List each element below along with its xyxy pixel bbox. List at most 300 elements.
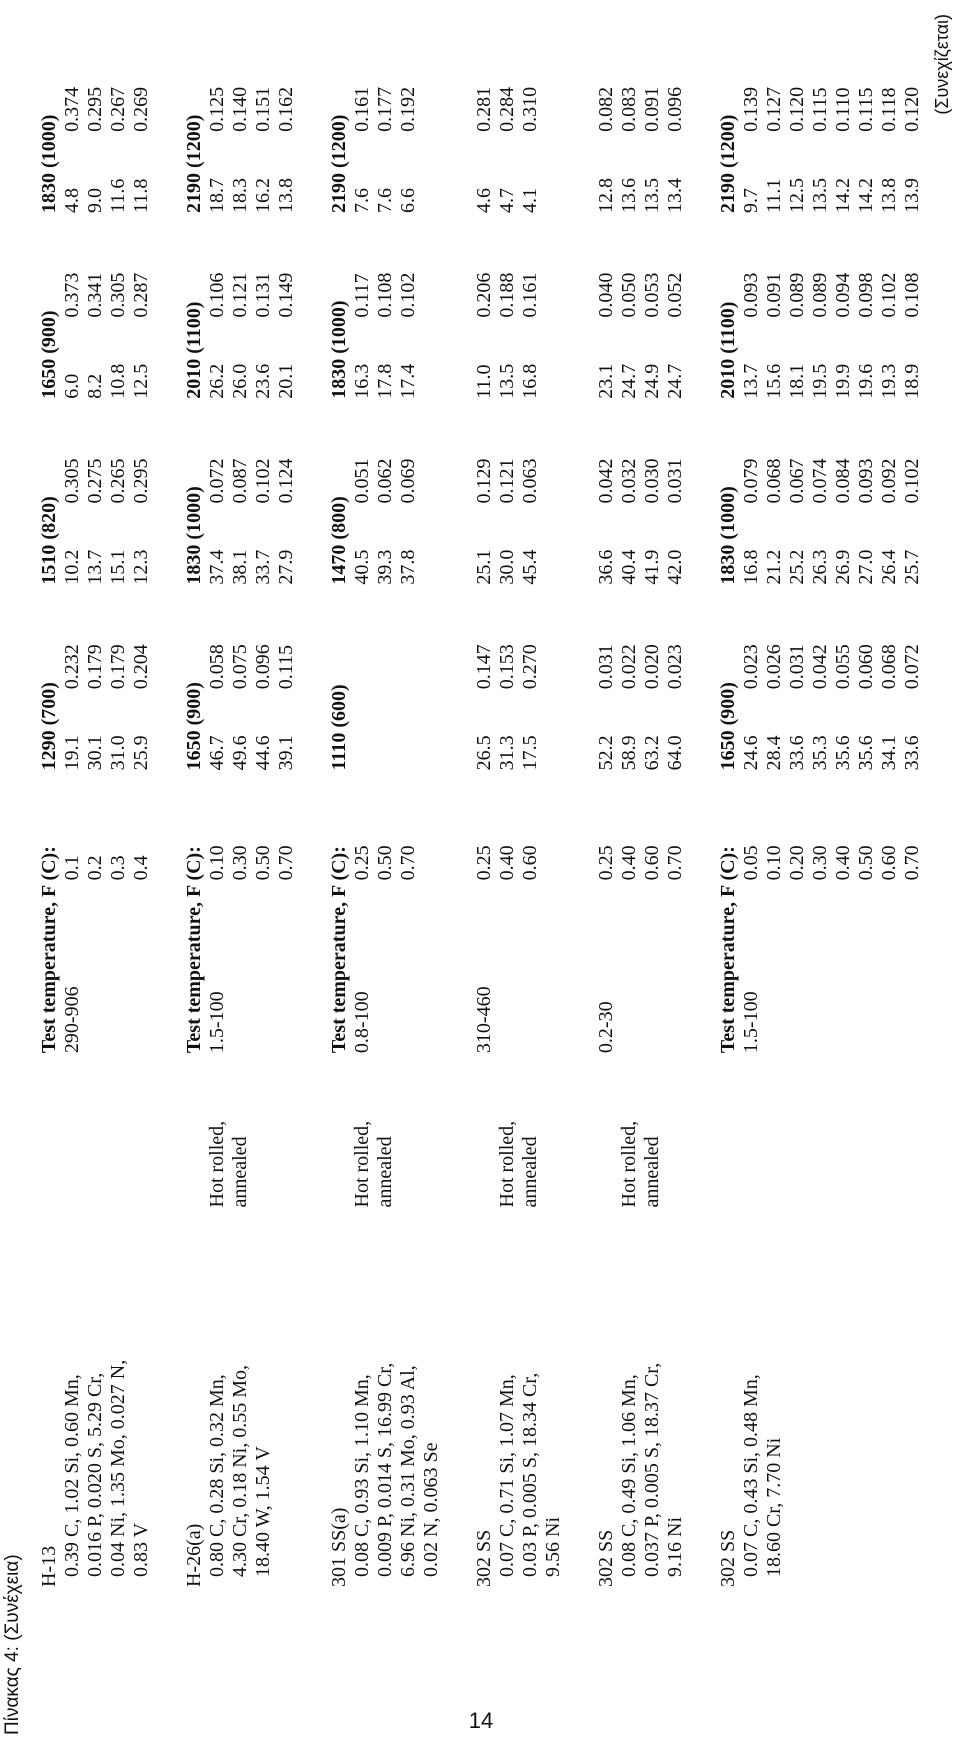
condition-cell xyxy=(397,1057,420,1211)
size-cell: 0.8-100 xyxy=(351,991,373,1054)
value-cell: 0.072 xyxy=(901,644,923,690)
value-cell: 25.9 xyxy=(130,735,152,771)
temperature-header: 1830 (1000) xyxy=(183,486,205,585)
value-cell: 0.117 xyxy=(351,273,373,318)
value-cell: 0.115 xyxy=(275,645,297,690)
value-cell: 0.091 xyxy=(641,86,663,132)
value-cell: 11.0 xyxy=(473,364,495,399)
table-row xyxy=(473,31,496,1591)
strain-cell: 0.10 xyxy=(763,845,785,881)
composition-line: 0.08 C, 0.49 Si, 1.06 Mn, xyxy=(618,1374,640,1577)
value-cell: 17.5 xyxy=(519,735,541,771)
value-cell: 0.120 xyxy=(786,86,808,132)
block-spacer xyxy=(565,31,595,1591)
table-cell xyxy=(832,1212,855,1592)
composition-line: 4.30 Cr, 0.18 Ni, 0.55 Mo, xyxy=(229,1365,251,1577)
table-row xyxy=(641,31,664,1591)
value-cell xyxy=(374,693,397,774)
value-cell: 0.051 xyxy=(351,458,373,504)
value-cell: 33.6 xyxy=(786,735,808,771)
table-row xyxy=(229,31,252,1591)
value-cell: 6.0 xyxy=(61,373,83,399)
value-cell: 0.067 xyxy=(786,458,808,504)
strain-cell: 0.4 xyxy=(130,855,152,881)
value-cell: 27.0 xyxy=(855,549,877,585)
value-cell: 21.2 xyxy=(763,549,785,585)
condition-cell xyxy=(763,1057,786,1211)
value-cell: 0.042 xyxy=(595,458,617,504)
value-cell: 4.8 xyxy=(61,187,83,213)
condition-cell: annealed xyxy=(229,1136,251,1208)
size-cell: 1.5-100 xyxy=(740,991,762,1054)
value-cell: 35.3 xyxy=(809,735,831,771)
value-cell: 0.068 xyxy=(763,458,785,504)
value-cell: 0.284 xyxy=(496,86,518,132)
composition-line: 6.96 Ni, 0.31 Mo, 0.93 Al, xyxy=(397,1365,419,1577)
value-cell: 41.9 xyxy=(641,549,663,585)
temperature-header: 2010 (1100) xyxy=(183,301,205,399)
table-body xyxy=(38,31,954,1591)
value-cell: 13.7 xyxy=(740,363,762,399)
size-cell: 1.5-100 xyxy=(206,991,228,1054)
size-cell xyxy=(397,884,420,1057)
value-cell: 24.6 xyxy=(740,735,762,771)
value-cell: 0.206 xyxy=(473,272,495,318)
strain-cell: 0.25 xyxy=(473,845,495,881)
value-cell: 17.4 xyxy=(397,363,419,399)
condition-cell: annealed xyxy=(641,1136,663,1208)
value-cell: 0.098 xyxy=(855,272,877,318)
table-row xyxy=(107,31,130,1591)
value-cell: 18.9 xyxy=(901,363,923,399)
value-cell xyxy=(351,589,374,694)
value-cell: 0.084 xyxy=(832,458,854,504)
value-cell: 13.8 xyxy=(275,177,297,213)
spacer-cell xyxy=(298,31,328,1591)
value-cell: 16.2 xyxy=(252,177,274,213)
strain-cell: 0.60 xyxy=(878,845,900,881)
value-cell: 16.8 xyxy=(740,549,762,585)
strain-cell: 0.40 xyxy=(496,845,518,881)
strain-cell: 0.70 xyxy=(901,845,923,881)
size-cell xyxy=(855,884,878,1057)
value-cell: 0.295 xyxy=(84,86,106,132)
value-cell: 0.131 xyxy=(252,272,274,318)
value-cell: 10.2 xyxy=(61,549,83,585)
strain-cell: 0.2 xyxy=(84,855,106,881)
condition-cell xyxy=(420,1057,443,1211)
value-cell: 0.149 xyxy=(275,272,297,318)
value-cell: 0.115 xyxy=(809,87,831,132)
size-cell xyxy=(107,884,130,1057)
value-cell: 0.102 xyxy=(878,272,900,318)
spacer-cell xyxy=(565,31,595,1591)
composition-line: 0.80 C, 0.28 Si, 0.32 Mn, xyxy=(206,1374,228,1577)
value-cell: 0.275 xyxy=(84,458,106,504)
spacer-cell xyxy=(924,31,954,1591)
value-cell: 46.7 xyxy=(206,735,228,771)
value-cell: 11.6 xyxy=(107,178,129,213)
table-row xyxy=(542,31,565,1591)
size-cell xyxy=(641,884,664,1057)
value-cell: 0.140 xyxy=(229,86,251,132)
table-row xyxy=(763,31,786,1591)
temperature-label: Test temperature, F (C): xyxy=(183,846,205,1054)
temperature-header: 2010 (1100) xyxy=(717,301,739,399)
material-name: 302 SS xyxy=(595,1529,617,1587)
table-row xyxy=(351,31,374,1591)
condition-cell xyxy=(786,1057,809,1211)
composition-line: 18.40 W, 1.54 V xyxy=(252,1446,274,1577)
value-cell: 0.139 xyxy=(740,86,762,132)
value-cell: 0.177 xyxy=(374,86,396,132)
table-row xyxy=(206,31,229,1591)
value-cell: 0.305 xyxy=(107,272,129,318)
material-name: H-13 xyxy=(38,1545,60,1587)
value-cell: 0.269 xyxy=(130,86,152,132)
value-cell: 24.7 xyxy=(664,363,686,399)
value-cell: 31.0 xyxy=(107,735,129,771)
table-row xyxy=(855,31,878,1591)
value-cell: 0.031 xyxy=(595,644,617,690)
value-cell: 0.161 xyxy=(519,272,541,318)
value-cell xyxy=(397,693,420,774)
value-cell: 0.129 xyxy=(473,458,495,504)
value-cell: 4.7 xyxy=(496,187,518,213)
condition-cell xyxy=(107,1057,130,1211)
block-spacer xyxy=(687,31,717,1591)
condition-cell xyxy=(38,1057,61,1211)
value-cell: 0.232 xyxy=(61,644,83,690)
size-cell xyxy=(901,884,924,1057)
table-row xyxy=(252,31,275,1591)
value-cell: 0.023 xyxy=(664,644,686,690)
value-cell: 4.1 xyxy=(519,187,541,213)
block-spacer xyxy=(298,31,328,1591)
value-cell: 0.179 xyxy=(107,644,129,690)
value-cell: 0.063 xyxy=(519,458,541,504)
value-cell: 0.091 xyxy=(763,272,785,318)
composition-line: 18.60 Cr, 7.70 Ni xyxy=(763,1437,785,1577)
value-cell: 13.4 xyxy=(664,177,686,213)
temperature-header: 1650 (900) xyxy=(717,682,739,771)
value-cell: 0.374 xyxy=(61,86,83,132)
value-cell: 13.5 xyxy=(496,363,518,399)
value-cell: 0.068 xyxy=(878,644,900,690)
block-spacer xyxy=(153,31,183,1591)
condition-cell xyxy=(275,1057,298,1211)
value-cell: 0.310 xyxy=(519,86,541,132)
value-cell: 0.031 xyxy=(664,458,686,504)
value-cell: 0.147 xyxy=(473,644,495,690)
condition-cell xyxy=(84,1057,107,1211)
value-cell: 30.1 xyxy=(84,735,106,771)
condition-cell: annealed xyxy=(374,1136,396,1208)
value-cell: 25.7 xyxy=(901,549,923,585)
value-cell: 19.1 xyxy=(61,735,83,771)
table-cell xyxy=(275,1212,298,1592)
value-cell: 13.5 xyxy=(809,177,831,213)
strain-cell: 0.3 xyxy=(107,855,129,881)
value-cell: 58.9 xyxy=(618,735,640,771)
material-name: 302 SS xyxy=(717,1529,739,1587)
value-cell: 0.079 xyxy=(740,458,762,504)
table-cell xyxy=(878,1212,901,1592)
condition-cell xyxy=(664,1057,687,1211)
value-cell: 36.6 xyxy=(595,549,617,585)
value-cell: 0.121 xyxy=(229,272,251,318)
composition-line: 0.07 C, 0.71 Si, 1.07 Mn, xyxy=(496,1374,518,1577)
composition-line: 0.07 C, 0.43 Si, 0.48 Mn, xyxy=(740,1374,762,1577)
value-cell: 0.092 xyxy=(878,458,900,504)
condition-cell xyxy=(61,1057,84,1211)
strain-cell: 0.30 xyxy=(809,845,831,881)
value-cell: 26.4 xyxy=(878,549,900,585)
temperature-header: 2190 (1200) xyxy=(183,114,205,213)
value-cell: 4.6 xyxy=(473,187,495,213)
page-number: 14 xyxy=(468,1707,494,1733)
value-cell: 0.110 xyxy=(832,87,854,132)
value-cell: 0.074 xyxy=(809,458,831,504)
value-cell: 26.9 xyxy=(832,549,854,585)
value-cell: 0.373 xyxy=(61,272,83,318)
spacer-cell xyxy=(443,31,473,1591)
value-cell: 0.089 xyxy=(809,272,831,318)
temperature-label: Test temperature, F (C): xyxy=(328,846,350,1054)
composition-line: 0.03 P, 0.005 S, 18.34 Cr, xyxy=(519,1372,541,1577)
value-cell: 0.022 xyxy=(618,644,640,690)
value-cell: 33.7 xyxy=(252,549,274,585)
strain-cell: 0.25 xyxy=(595,845,617,881)
strain-cell: 0.05 xyxy=(740,845,762,881)
value-cell: 0.052 xyxy=(664,272,686,318)
block-spacer xyxy=(924,31,954,1591)
table-row xyxy=(374,31,397,1591)
value-cell: 44.6 xyxy=(252,735,274,771)
temperature-header: 1110 (600) xyxy=(328,684,350,771)
condition-cell xyxy=(595,1057,618,1211)
value-cell: 23.1 xyxy=(595,363,617,399)
value-cell: 0.151 xyxy=(252,86,274,132)
value-cell: 0.204 xyxy=(130,644,152,690)
value-cell: 0.060 xyxy=(855,644,877,690)
value-cell: 0.062 xyxy=(374,458,396,504)
value-cell: 0.094 xyxy=(832,272,854,318)
value-cell: 24.7 xyxy=(618,363,640,399)
value-cell: 0.118 xyxy=(878,87,900,132)
value-cell: 0.096 xyxy=(252,644,274,690)
value-cell: 13.7 xyxy=(84,549,106,585)
table-cell xyxy=(809,1212,832,1592)
value-cell: 0.192 xyxy=(397,86,419,132)
value-cell: 30.0 xyxy=(496,549,518,585)
value-cell: 0.093 xyxy=(855,458,877,504)
value-cell: 10.8 xyxy=(107,363,129,399)
strain-cell: 0.25 xyxy=(351,845,373,881)
value-cell: 16.3 xyxy=(351,363,373,399)
table-row xyxy=(397,31,420,1591)
condition-cell xyxy=(832,1057,855,1211)
size-cell xyxy=(809,884,832,1057)
value-cell: 13.6 xyxy=(618,177,640,213)
temperature-header: 1830 (1000) xyxy=(38,114,60,213)
value-cell: 35.6 xyxy=(855,735,877,771)
condition-cell: Hot rolled, xyxy=(206,1120,228,1208)
value-cell: 37.4 xyxy=(206,549,228,585)
value-cell: 25.2 xyxy=(786,549,808,585)
value-cell: 39.1 xyxy=(275,735,297,771)
data-table xyxy=(38,31,954,1591)
strain-cell: 0.50 xyxy=(855,845,877,881)
value-cell: 13.9 xyxy=(901,177,923,213)
table-row xyxy=(740,31,763,1591)
table-row xyxy=(832,31,855,1591)
value-cell: 9.7 xyxy=(740,187,762,213)
temperature-header: 2190 (1200) xyxy=(717,114,739,213)
value-cell: 12.8 xyxy=(595,177,617,213)
value-cell: 0.121 xyxy=(496,458,518,504)
value-cell: 11.1 xyxy=(763,178,785,213)
table-row xyxy=(328,31,351,1591)
value-cell xyxy=(374,589,397,694)
value-cell: 0.030 xyxy=(641,458,663,504)
value-cell: 9.0 xyxy=(84,187,106,213)
value-cell: 12.3 xyxy=(130,549,152,585)
condition-cell: Hot rolled, xyxy=(618,1120,640,1208)
value-cell: 26.3 xyxy=(809,549,831,585)
size-cell: 290-906 xyxy=(61,986,83,1054)
value-cell: 13.5 xyxy=(641,177,663,213)
value-cell: 16.8 xyxy=(519,363,541,399)
table-row xyxy=(275,31,298,1591)
value-cell: 0.082 xyxy=(595,86,617,132)
value-cell: 6.6 xyxy=(397,187,419,213)
value-cell: 0.089 xyxy=(786,272,808,318)
strain-cell: 0.40 xyxy=(832,845,854,881)
value-cell: 0.032 xyxy=(618,458,640,504)
spacer-cell xyxy=(687,31,717,1591)
table-row xyxy=(901,31,924,1591)
temperature-header: 1830 (1000) xyxy=(328,300,350,399)
value-cell: 0.020 xyxy=(641,644,663,690)
page-title: Πίνακας 4: (Συνέχεια) xyxy=(2,1554,23,1735)
condition-cell xyxy=(855,1057,878,1211)
value-cell: 0.106 xyxy=(206,272,228,318)
value-cell: 18.3 xyxy=(229,177,251,213)
table-row xyxy=(809,31,832,1591)
value-cell: 24.9 xyxy=(641,363,663,399)
value-cell: 18.1 xyxy=(786,363,808,399)
value-cell xyxy=(351,693,374,774)
size-cell xyxy=(519,884,542,1057)
strain-cell: 0.50 xyxy=(374,845,396,881)
value-cell: 28.4 xyxy=(763,735,785,771)
strain-cell: 0.70 xyxy=(397,845,419,881)
material-name: 302 SS xyxy=(473,1529,495,1587)
value-cell: 0.072 xyxy=(206,458,228,504)
value-cell: 37.8 xyxy=(397,549,419,585)
material-name: 301 SS(a) xyxy=(328,1507,350,1587)
value-cell: 0.050 xyxy=(618,272,640,318)
value-cell: 14.2 xyxy=(855,177,877,213)
size-cell xyxy=(618,884,641,1057)
value-cell: 0.096 xyxy=(664,86,686,132)
value-cell: 0.108 xyxy=(901,272,923,318)
size-cell xyxy=(878,884,901,1057)
composition-line: 9.16 Ni xyxy=(664,1517,686,1577)
size-cell xyxy=(130,884,153,1057)
strain-cell: 0.10 xyxy=(206,845,228,881)
value-cell: 0.115 xyxy=(855,87,877,132)
composition-line: 0.39 C, 1.02 Si, 0.60 Mn, xyxy=(61,1374,83,1577)
value-cell: 52.2 xyxy=(595,735,617,771)
size-cell xyxy=(374,884,397,1057)
table-row xyxy=(595,31,618,1591)
size-cell xyxy=(252,884,275,1057)
table-row xyxy=(664,31,687,1591)
condition-cell: annealed xyxy=(519,1136,541,1208)
value-cell: 31.3 xyxy=(496,735,518,771)
table-row xyxy=(84,31,107,1591)
value-cell: 0.127 xyxy=(763,86,785,132)
value-cell: 26.2 xyxy=(206,363,228,399)
value-cell: 0.102 xyxy=(397,272,419,318)
value-cell: 64.0 xyxy=(664,735,686,771)
value-cell: 63.2 xyxy=(641,735,663,771)
temperature-label: Test temperature, F (C): xyxy=(38,846,60,1054)
material-name: H-26(a) xyxy=(183,1523,205,1587)
value-cell: 0.270 xyxy=(519,644,541,690)
temperature-header: 1830 (1000) xyxy=(717,486,739,585)
value-cell: 23.6 xyxy=(252,363,274,399)
strain-cell: 0.60 xyxy=(641,845,663,881)
value-cell: 0.053 xyxy=(641,272,663,318)
value-cell: 0.069 xyxy=(397,458,419,504)
value-cell: 19.5 xyxy=(809,363,831,399)
table-row xyxy=(618,31,641,1591)
condition-cell xyxy=(878,1057,901,1211)
composition-line: 0.08 C, 0.93 Si, 1.10 Mn, xyxy=(351,1374,373,1577)
value-cell: 0.162 xyxy=(275,86,297,132)
table-row xyxy=(183,31,206,1591)
value-cell: 0.153 xyxy=(496,644,518,690)
value-cell: 12.5 xyxy=(130,363,152,399)
spacer-cell xyxy=(153,31,183,1591)
value-cell: 0.281 xyxy=(473,86,495,132)
value-cell: 0.058 xyxy=(206,644,228,690)
composition-line: 0.02 N, 0.063 Se xyxy=(420,1442,442,1577)
value-cell: 40.4 xyxy=(618,549,640,585)
value-cell: 0.087 xyxy=(229,458,251,504)
value-cell: 0.023 xyxy=(740,644,762,690)
condition-cell xyxy=(130,1057,153,1211)
strain-cell: 0.60 xyxy=(519,845,541,881)
value-cell: 0.102 xyxy=(901,458,923,504)
composition-line: 9.56 Ni xyxy=(542,1517,564,1577)
table-row xyxy=(717,31,740,1591)
strain-cell: 0.40 xyxy=(618,845,640,881)
value-cell: 27.9 xyxy=(275,549,297,585)
value-cell: 0.124 xyxy=(275,458,297,504)
value-cell: 0.026 xyxy=(763,644,785,690)
size-cell xyxy=(664,884,687,1057)
value-cell: 8.2 xyxy=(84,373,106,399)
value-cell: 17.8 xyxy=(374,363,396,399)
empty-cell xyxy=(420,31,443,1057)
condition-cell xyxy=(901,1057,924,1211)
condition-cell xyxy=(183,1057,206,1211)
value-cell: 15.6 xyxy=(763,363,785,399)
